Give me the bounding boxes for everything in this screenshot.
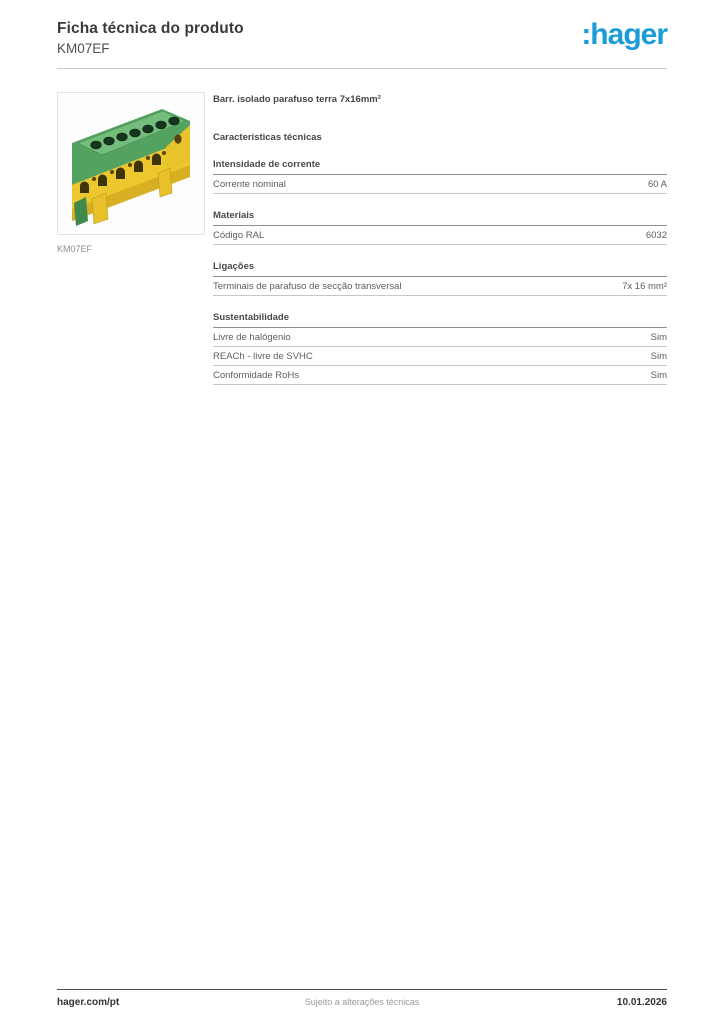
spec-column bbox=[213, 92, 667, 385]
hager-logo: :hager bbox=[581, 18, 667, 51]
footer-website-link[interactable]: hager.com/pt bbox=[57, 997, 120, 1008]
image-column bbox=[57, 92, 205, 385]
table-row bbox=[213, 328, 667, 347]
section-title: Intensidade de corrente bbox=[213, 159, 667, 175]
spec-value: Sim bbox=[650, 332, 667, 343]
table-row bbox=[213, 366, 667, 385]
header bbox=[57, 20, 667, 56]
spec-value: 60 A bbox=[647, 179, 667, 190]
footer-disclaimer: Sujeito a alterações técnicas bbox=[304, 997, 420, 1007]
section-title: Ligações bbox=[213, 261, 667, 277]
footer-date: 10.01.2026 bbox=[616, 997, 667, 1008]
spec-label: REACh - livre de SVHC bbox=[213, 351, 313, 362]
page-title: Ficha técnica do produto bbox=[57, 20, 244, 37]
table-row bbox=[213, 226, 667, 245]
characteristics-heading: Características técnicas bbox=[213, 132, 322, 143]
spec-value: Sim bbox=[650, 370, 667, 381]
footer-divider bbox=[57, 989, 667, 990]
product-image-frame bbox=[57, 92, 205, 235]
product-image bbox=[58, 93, 204, 234]
product-name: Barr. isolado parafuso terra 7x16mm² bbox=[213, 94, 381, 105]
product-image-caption: KM07EF bbox=[57, 244, 93, 254]
footer bbox=[57, 997, 667, 1008]
spec-label: Corrente nominal bbox=[213, 179, 286, 190]
title-block bbox=[57, 20, 244, 56]
spec-label: Código RAL bbox=[213, 230, 265, 241]
spec-value: 7x 16 mm² bbox=[622, 281, 667, 292]
section-current-intensity bbox=[213, 159, 667, 194]
spec-label: Terminais de parafuso de secção transversal bbox=[213, 281, 402, 292]
spec-label: Livre de halógenio bbox=[213, 332, 291, 343]
product-reference: KM07EF bbox=[57, 41, 110, 56]
section-title: Sustentabilidade bbox=[213, 312, 667, 328]
table-row bbox=[213, 347, 667, 366]
section-sustainability bbox=[213, 312, 667, 385]
spec-label: Conformidade RoHs bbox=[213, 370, 300, 381]
section-title: Materiais bbox=[213, 210, 667, 226]
spec-value: Sim bbox=[650, 351, 667, 362]
table-row bbox=[213, 277, 667, 296]
section-materials bbox=[213, 210, 667, 245]
section-connections bbox=[213, 261, 667, 296]
content bbox=[57, 92, 667, 385]
table-row bbox=[213, 175, 667, 194]
header-divider bbox=[57, 68, 667, 69]
spec-value: 6032 bbox=[645, 230, 667, 241]
